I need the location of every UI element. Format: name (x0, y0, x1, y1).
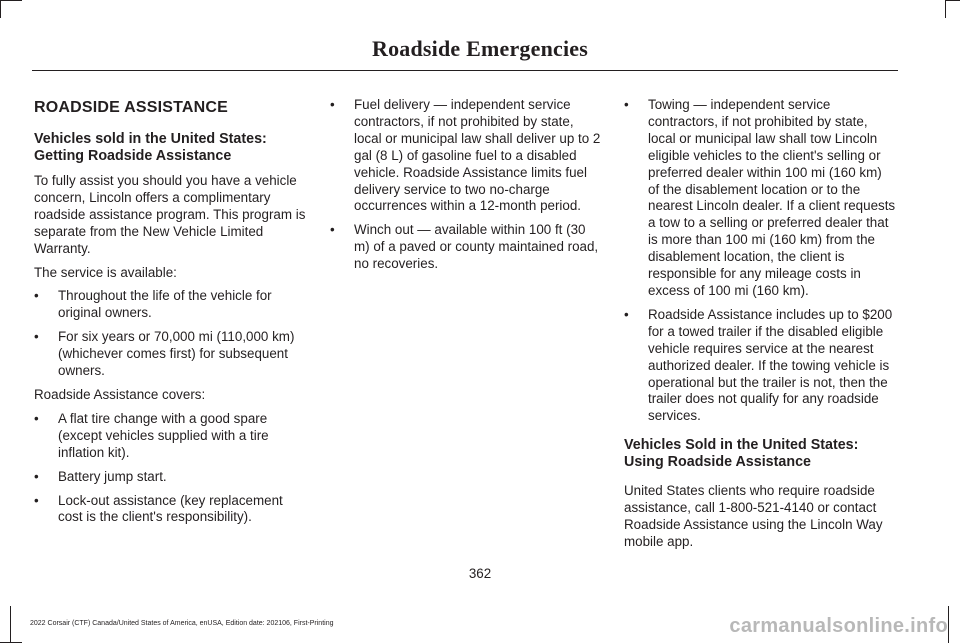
list-item: • Towing — independent service contractors, if not prohibited by state, local or municipal law shall tow Lincoln eligible vehicles to the client's selling or preferred dealer within 100 mi (160 km) of the disablement location or to the nearest Lincoln dealer. If a client requests a tow to a selling or preferred dealer that is more than 100 mi (160 km) from the disablement location, the client is responsible for any mileage costs in excess of 100 mi (160 km). (624, 97, 896, 298)
list-item: • Throughout the life of the vehicle for original owners. (34, 288, 272, 321)
bullet: • (34, 329, 39, 345)
column-middle (330, 97, 602, 280)
list-item: • A flat tire change with a good spare (except vehicles supplied with a tire inflation kit). (34, 410, 269, 460)
crop-mark (0, 0, 1, 18)
covers-list-continued (330, 97, 602, 273)
bullet: • (34, 288, 39, 304)
service-label: The service is available: (34, 264, 177, 280)
crop-mark (945, 0, 946, 18)
edition-footer: 2022 Corsair (CTF) Canada/United States of America, enUSA, Edition date: 202106, First-Printing (30, 620, 334, 627)
column-left (34, 97, 306, 533)
bullet: • (330, 97, 335, 112)
subsection-heading: Vehicles Sold in the United States: Using Roadside Assistance (624, 437, 859, 471)
covers-list-continued (624, 97, 896, 425)
crop-mark (10, 606, 11, 643)
page-title: Roadside Emergencies (371, 36, 589, 61)
header-divider (32, 70, 898, 71)
bullet: • (34, 468, 39, 484)
covers-label: Roadside Assistance covers: (34, 386, 206, 402)
subsection-heading: Vehicles sold in the United States: Getting Roadside Assistance (34, 131, 267, 164)
bullet: • (330, 222, 335, 238)
bullet: • (624, 97, 629, 112)
body-paragraph: United States clients who require roadside assistance, call 1-800-521-4140 or contact Roadside Assistance using the Lincoln Way mobile app. (624, 483, 883, 549)
watermark: carmanualsonline.info (729, 615, 948, 637)
intro-paragraph: To fully assist you should you have a vehicle concern, Lincoln offers a complimentary roadside assistance program. This program is separate from the New Vehicle Limited Warranty. (34, 173, 306, 256)
list-item: • Fuel delivery — independent service contractors, if not prohibited by state, local or municipal law shall deliver up to 2 gal (8 L) of gasoline fuel to a disabled vehicle. Roadside Assistance limits fuel delivery service to two no-charge occurrences within a 12-month period. (330, 97, 601, 214)
column-right (624, 97, 896, 558)
crop-mark (948, 606, 949, 643)
list-item: • Battery jump start. (34, 468, 167, 484)
crop-mark (0, 0, 22, 1)
covers-list (34, 411, 306, 526)
list-item: • Roadside Assistance includes up to $200 for a towed trailer if the disabled eligible vehicle requires service at the nearest authorized dealer. If the towing vehicle is operational but the trailer is not, then the trailer does not qualify for any roadside services. (624, 306, 893, 424)
list-item: • Lock-out assistance (key replacement cost is the client's responsibility). (34, 492, 283, 525)
list-item: • Winch out — available within 100 ft (30 m) of a paved or county maintained road, no recoveries. (330, 222, 599, 272)
bullet: • (34, 492, 39, 508)
bullet: • (34, 410, 39, 426)
service-list (34, 288, 306, 380)
list-item: • For six years or 70,000 mi (110,000 km) (whichever comes first) for subsequent owners. (34, 329, 295, 379)
section-heading: ROADSIDE ASSISTANCE (34, 99, 229, 116)
page-number: 362 (468, 566, 492, 581)
bullet: • (624, 306, 629, 322)
crop-mark (945, 0, 960, 1)
